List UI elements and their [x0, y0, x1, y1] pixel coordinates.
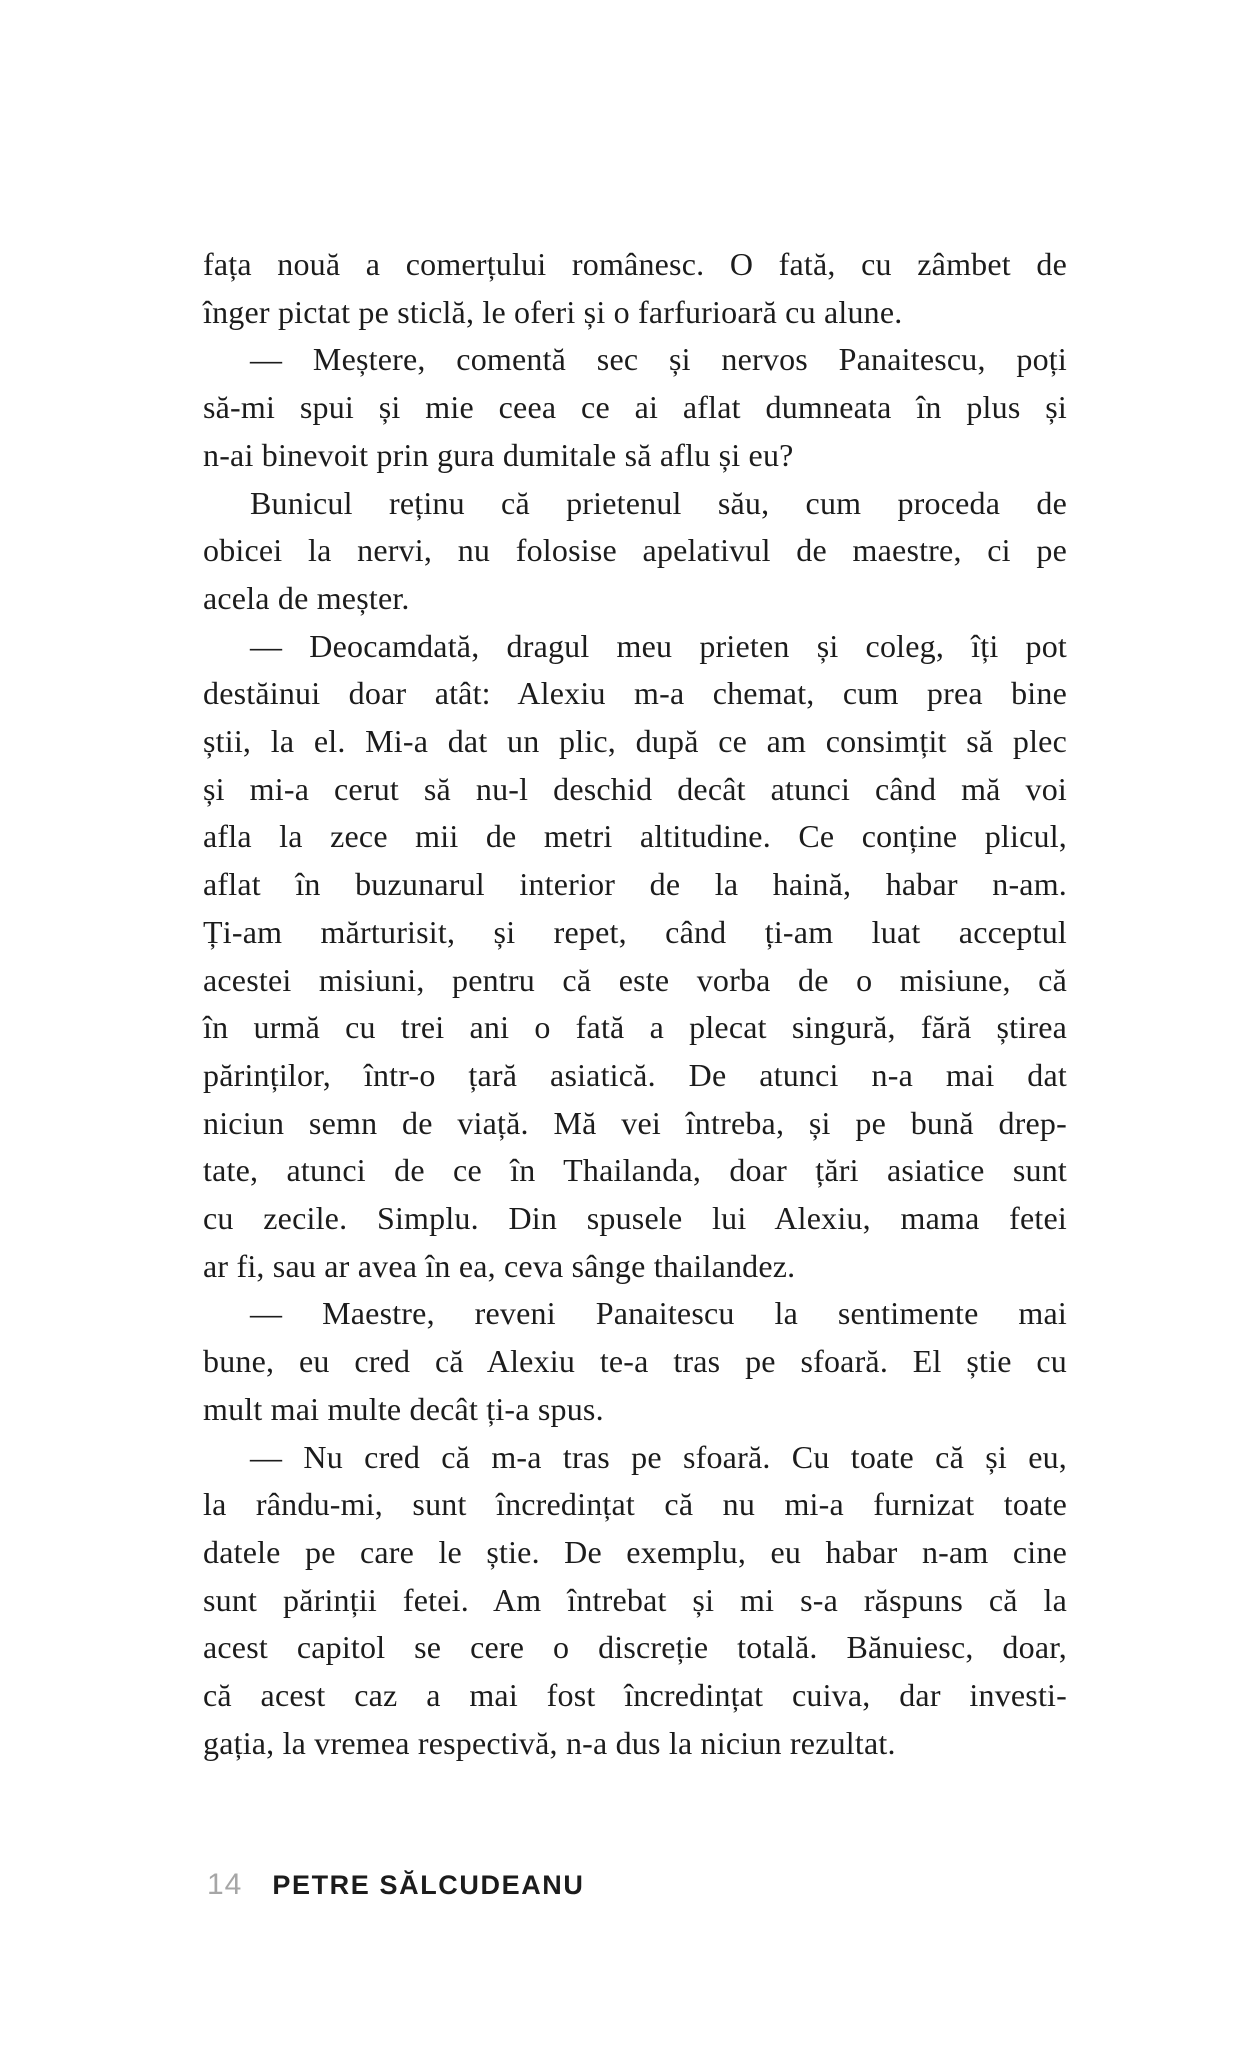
text-line: — Nu cred că m-a tras pe sfoară. Cu toate că și eu,	[250, 1438, 1067, 1475]
text-line: destăinui doar atât: Alexiu m-a chemat, cum prea bine	[203, 675, 1067, 712]
text-line: — Deocamdată, dragul meu prieten și coleg, îți pot	[250, 627, 1067, 664]
page-footer	[207, 1868, 585, 1902]
text-line: gația, la vremea respectivă, n-a dus la niciun rezultat.	[203, 1724, 896, 1761]
text-line: aflat în buzunarul interior de la haină, habar n-am.	[203, 866, 1067, 903]
text-line: că acest caz a mai fost încredințat cuiva, dar investi-	[203, 1677, 1067, 1714]
text-line: datele pe care le știe. De exemplu, eu habar n-am cine	[203, 1533, 1067, 1570]
text-line: să-mi spui și mie ceea ce ai aflat dumneata în plus și	[203, 389, 1067, 426]
text-line: afla la zece mii de metri altitudine. Ce conține plicul,	[203, 818, 1067, 855]
text-line: și mi-a cerut să nu-l deschid decât atunci când mă voi	[203, 770, 1067, 807]
text-block	[203, 241, 1067, 1768]
text-line: n-ai binevoit prin gura dumitale să aflu și eu?	[203, 436, 794, 473]
text-line: în urmă cu trei ani o fată a plecat singură, fără știrea	[203, 1009, 1067, 1046]
text-line: — Maestre, reveni Panaitescu la sentimente mai	[250, 1295, 1067, 1332]
text-line: Bunicul reținu că prietenul său, cum proceda de	[250, 484, 1067, 521]
text-line: știi, la el. Mi-a dat un plic, după ce am consimțit să plec	[203, 723, 1067, 760]
author-running-footer: PETRE SĂLCUDEANU	[272, 1870, 585, 1900]
page-number: 14	[207, 1868, 243, 1901]
text-line: tate, atunci de ce în Thailanda, doar țări asiatice sunt	[203, 1152, 1067, 1189]
text-line: înger pictat pe sticlă, le oferi și o farfurioară cu alune.	[203, 293, 903, 330]
text-line: acestei misiuni, pentru că este vorba de o misiune, că	[203, 961, 1067, 998]
text-line: niciun semn de viață. Mă vei întreba, și pe bună drep-	[203, 1104, 1067, 1141]
text-line: — Meștere, comentă sec și nervos Panaitescu, poți	[250, 341, 1067, 378]
text-line: mult mai multe decât ți-a spus.	[203, 1390, 604, 1427]
text-line: cu zecile. Simplu. Din spusele lui Alexiu, mama fetei	[203, 1200, 1067, 1237]
text-line: fața nouă a comerțului românesc. O fată, cu zâmbet de	[203, 246, 1067, 282]
text-line: Ți-am mărturisit, și repet, când ți-am luat acceptul	[203, 913, 1067, 950]
text-line: ar fi, sau ar avea în ea, ceva sânge thailandez.	[203, 1247, 796, 1284]
text-line: sunt părinții fetei. Am întrebat și mi s-a răspuns că la	[203, 1581, 1067, 1618]
text-line: la rându-mi, sunt încredințat că nu mi-a furnizat toate	[203, 1486, 1067, 1523]
text-line: bune, eu cred că Alexiu te-a tras pe sfoară. El știe cu	[203, 1343, 1067, 1380]
text-line: acest capitol se cere o discreție totală. Bănuiesc, doar,	[203, 1629, 1067, 1666]
text-line: acela de meșter.	[203, 579, 410, 616]
text-line: părinților, într-o țară asiatică. De atunci n-a mai dat	[203, 1056, 1067, 1093]
text-line: obicei la nervi, nu folosise apelativul de maestre, ci pe	[203, 532, 1067, 569]
